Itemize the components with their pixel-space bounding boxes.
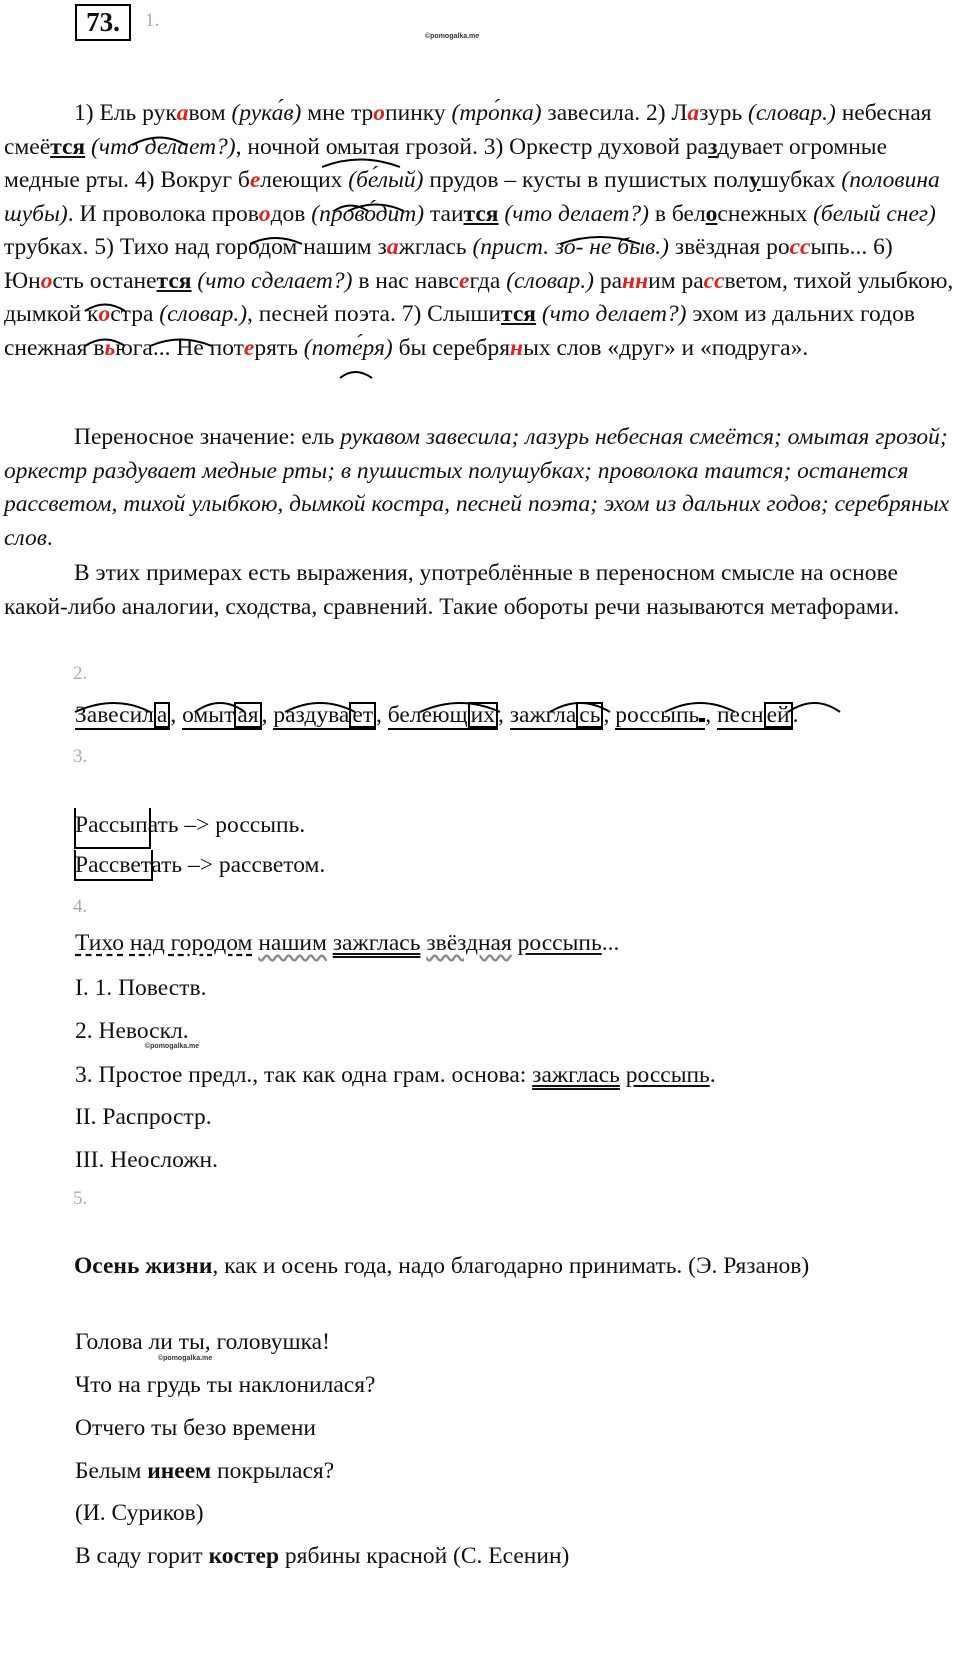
text-run: о [40,267,53,294]
quote-rest: , как и осень года, надо благодарно принимать. (Э. Рязанов) [212,1253,810,1279]
text-run: дувает огромные медные рты. 4) Вокруг б [4,133,888,193]
text-run: (прово́дит) [311,200,425,227]
text-run: рять [254,334,304,361]
separator: . [792,702,799,728]
text-run: вом [188,100,232,126]
text-run: о [705,200,718,227]
text-run: ра [593,267,623,294]
word-formation-2: Рассветать –> рассветом. [75,852,326,878]
poem-line-4-bold: инеем [147,1458,212,1484]
word-stem: песн [716,702,764,728]
text-run: , песней поэта. 7) Слыши [247,301,502,327]
text-run: а [176,100,189,126]
text-run: (что делает?) [504,200,650,227]
text-run: (тро́пка) [451,100,542,126]
separator: , [261,702,274,728]
watermark: ©pomogalka.me [425,33,480,40]
text-run: тся [50,133,86,160]
text-run: бы серебря [392,334,511,361]
analysis-line-1: I. 1. Повеств. [75,975,207,1001]
morpheme-word [75,702,170,730]
word-ending: ая [234,702,261,728]
text-run: нн [622,267,649,294]
esenin-line-b: рябины красной (С. Есенин) [279,1543,570,1569]
word-stem: россыпь [615,702,700,728]
separator: , [497,702,510,728]
quote-ryazanov [4,1250,954,1284]
text-run: . И проволока пров [67,200,259,227]
text-run: ыпь... 6) Юн [4,234,893,294]
sentence-member: звёздная [426,930,512,956]
text-run: (словар.) [748,100,836,126]
sentence-member: над городом [129,930,253,956]
word-stem: раздува [273,702,350,728]
metaphor-note: В этих примерах есть выражения, употреблённые в переносном смысле на основе какой-либо аналогии, сходства, сравнений. Такие обороты речи называются метафорами. [4,560,900,620]
text-run: (что делает?) [541,301,687,327]
text-run: гда [469,267,507,294]
text-run: небесная смеё [4,100,932,160]
word-stem: белеющ [387,702,468,728]
figurative-end: . [46,524,53,551]
text-run: га... Не пот [132,334,244,361]
text-run: завесила. 2) Л [541,100,688,126]
word-ending [699,718,705,722]
text-run: сть остане [52,267,157,294]
text-run: шубках [760,167,842,193]
poem-line-3: Отчего ты безо времени [75,1415,316,1441]
sentence-member: ... [601,930,620,956]
text-run: у [749,167,761,193]
text-run: е [243,334,255,361]
text-run: (словар.) [159,301,248,327]
text-run: 1) Ель рук [74,100,177,126]
text-run: а [386,234,399,260]
text-run: о [98,301,111,327]
task-number: 73. [75,4,131,41]
text-run: (бе́лый) [348,167,424,193]
word-stem: зажгла [509,702,577,728]
subtask-label-4: 4. [73,896,88,917]
word-ending: ет [349,702,376,728]
text-run: ь [104,334,116,361]
figurative-text: рукавом завесила; лазурь небесная смеётся; омытая грозой; оркестр раздувает медные рты; в пушистых полушубках; проволока таится; останется рассветом, тихой улыбкою, дымкой костра, песней поэта; эхом из дальних годов; серебряных слов [4,424,950,551]
root-arc [340,372,372,378]
text-run: эхом из дальних годов снежная в [4,301,915,361]
word-formation-1: Рассыпать –> россыпь. [75,812,306,838]
text-run: (белый снег) [813,200,936,227]
text-run: (словар.) [506,267,594,294]
esenin-line-bold: костер [208,1543,280,1569]
poem-line-1: Голова ли ты, головушка! [75,1329,330,1355]
word-stem: омыт [182,702,235,728]
watermark-3: ©pomogalka.me [158,1355,213,1362]
morpheme-word [717,702,793,730]
separator: , [705,702,717,728]
analysis-line-5: III. Неосложн. [75,1147,218,1173]
text-run: тся [501,301,537,327]
text-run: снежных [717,200,814,227]
sentence-member: россыпь [517,930,602,956]
morpheme-word [615,702,705,730]
separator: , [376,702,388,728]
morpheme-words [75,702,798,729]
text-run: (половина шубы) [4,167,940,227]
morpheme-word [388,702,498,730]
text-run: з [707,133,718,160]
quote-bold: Осень жизни [74,1253,213,1279]
parsed-sentence [75,930,619,957]
text-run: леющих [260,167,349,193]
text-run: мне тр [301,100,374,126]
separator: , [603,702,616,728]
text-run: в нас навс [352,267,460,294]
subtask-label-1: 1. [145,10,160,31]
basis-predicate: зажглась [532,1062,620,1088]
task-text-paragraph [4,97,954,365]
text-run: а [687,100,700,126]
figurative-meaning [4,421,954,555]
text-run: е [459,267,470,294]
text-run: , ночной омытая грозой. 3) Оркестр духовой ра [235,133,708,160]
basis-subject: россыпь [625,1062,710,1088]
text-run: ых слов «друг» и «подруга». [523,334,809,361]
text-run: им ра [648,267,704,294]
poem-line-4-a: Белым [75,1458,148,1484]
morpheme-word [273,702,376,730]
analysis-line-3-text: 3. Простое предл., так как одна грам. основа: [75,1062,533,1088]
text-run: сс [703,267,725,294]
text-run: н [510,334,524,361]
word-ending: ей [764,702,793,728]
subtask-label-5: 5. [73,1188,88,1209]
morpheme-word [510,702,604,730]
text-run: ветом, тихой улыбкою, дымкой к [4,267,954,327]
text-run: таи [424,200,464,227]
text-run: стра [110,301,160,327]
word-ending: а [154,702,170,728]
text-run: пинку [385,100,452,126]
poem-line-4-b: покрылася? [211,1458,335,1484]
esenin-line-a: В саду горит [75,1543,209,1569]
basis-end: . [709,1062,716,1088]
text-run: трубках. 5) Тихо над городом нашим з [4,234,387,260]
text-run: (что сделает?) [197,267,353,294]
text-run: (что делает?) [91,133,236,160]
text-run: (прист. зо- не быв.) [472,234,669,260]
sentence-member: нашим [258,930,327,956]
text-run: прудов – кусты в пушистых пол [423,167,750,193]
text-run: сс [789,234,811,260]
text-run: звёздная ро [668,234,790,260]
word-stem: Завесил [75,702,154,728]
separator: , [170,702,183,728]
text-run: о [258,200,271,227]
subtask-label-2: 2. [73,663,88,684]
poem-line-2: Что на грудь ты наклонилася? [75,1372,376,1398]
text-run: тся [156,267,192,294]
word-ending: их [468,702,498,728]
watermark-2: ©pomogalka.me [145,1043,200,1050]
analysis-line-4: II. Распростр. [75,1104,212,1130]
text-run: е [249,167,261,193]
esenin-line [75,1543,569,1570]
text-run: зурь [699,100,749,126]
poem-author: (И. Суриков) [75,1500,204,1526]
text-run: дов [270,200,312,227]
sentence-member: Тихо [75,930,124,956]
text-run: о [373,100,386,126]
sentence-member: зажглась [332,930,421,956]
figurative-label: Переносное значение: ель [74,424,341,450]
subtask-label-3: 3. [73,746,88,767]
morpheme-word [182,702,261,730]
word-ending: сь [576,702,603,728]
poem-line-4 [75,1458,334,1485]
text-run: тся [463,200,499,227]
text-run: (рука́в) [231,100,302,126]
text-run: жглась [398,234,473,260]
text-run: ю [115,334,133,361]
analysis-line-2: 2. Невоскл. [75,1018,189,1044]
text-run: (поте́ря) [303,334,393,361]
text-run: в бел [649,200,706,227]
analysis-line-3 [75,1062,716,1089]
